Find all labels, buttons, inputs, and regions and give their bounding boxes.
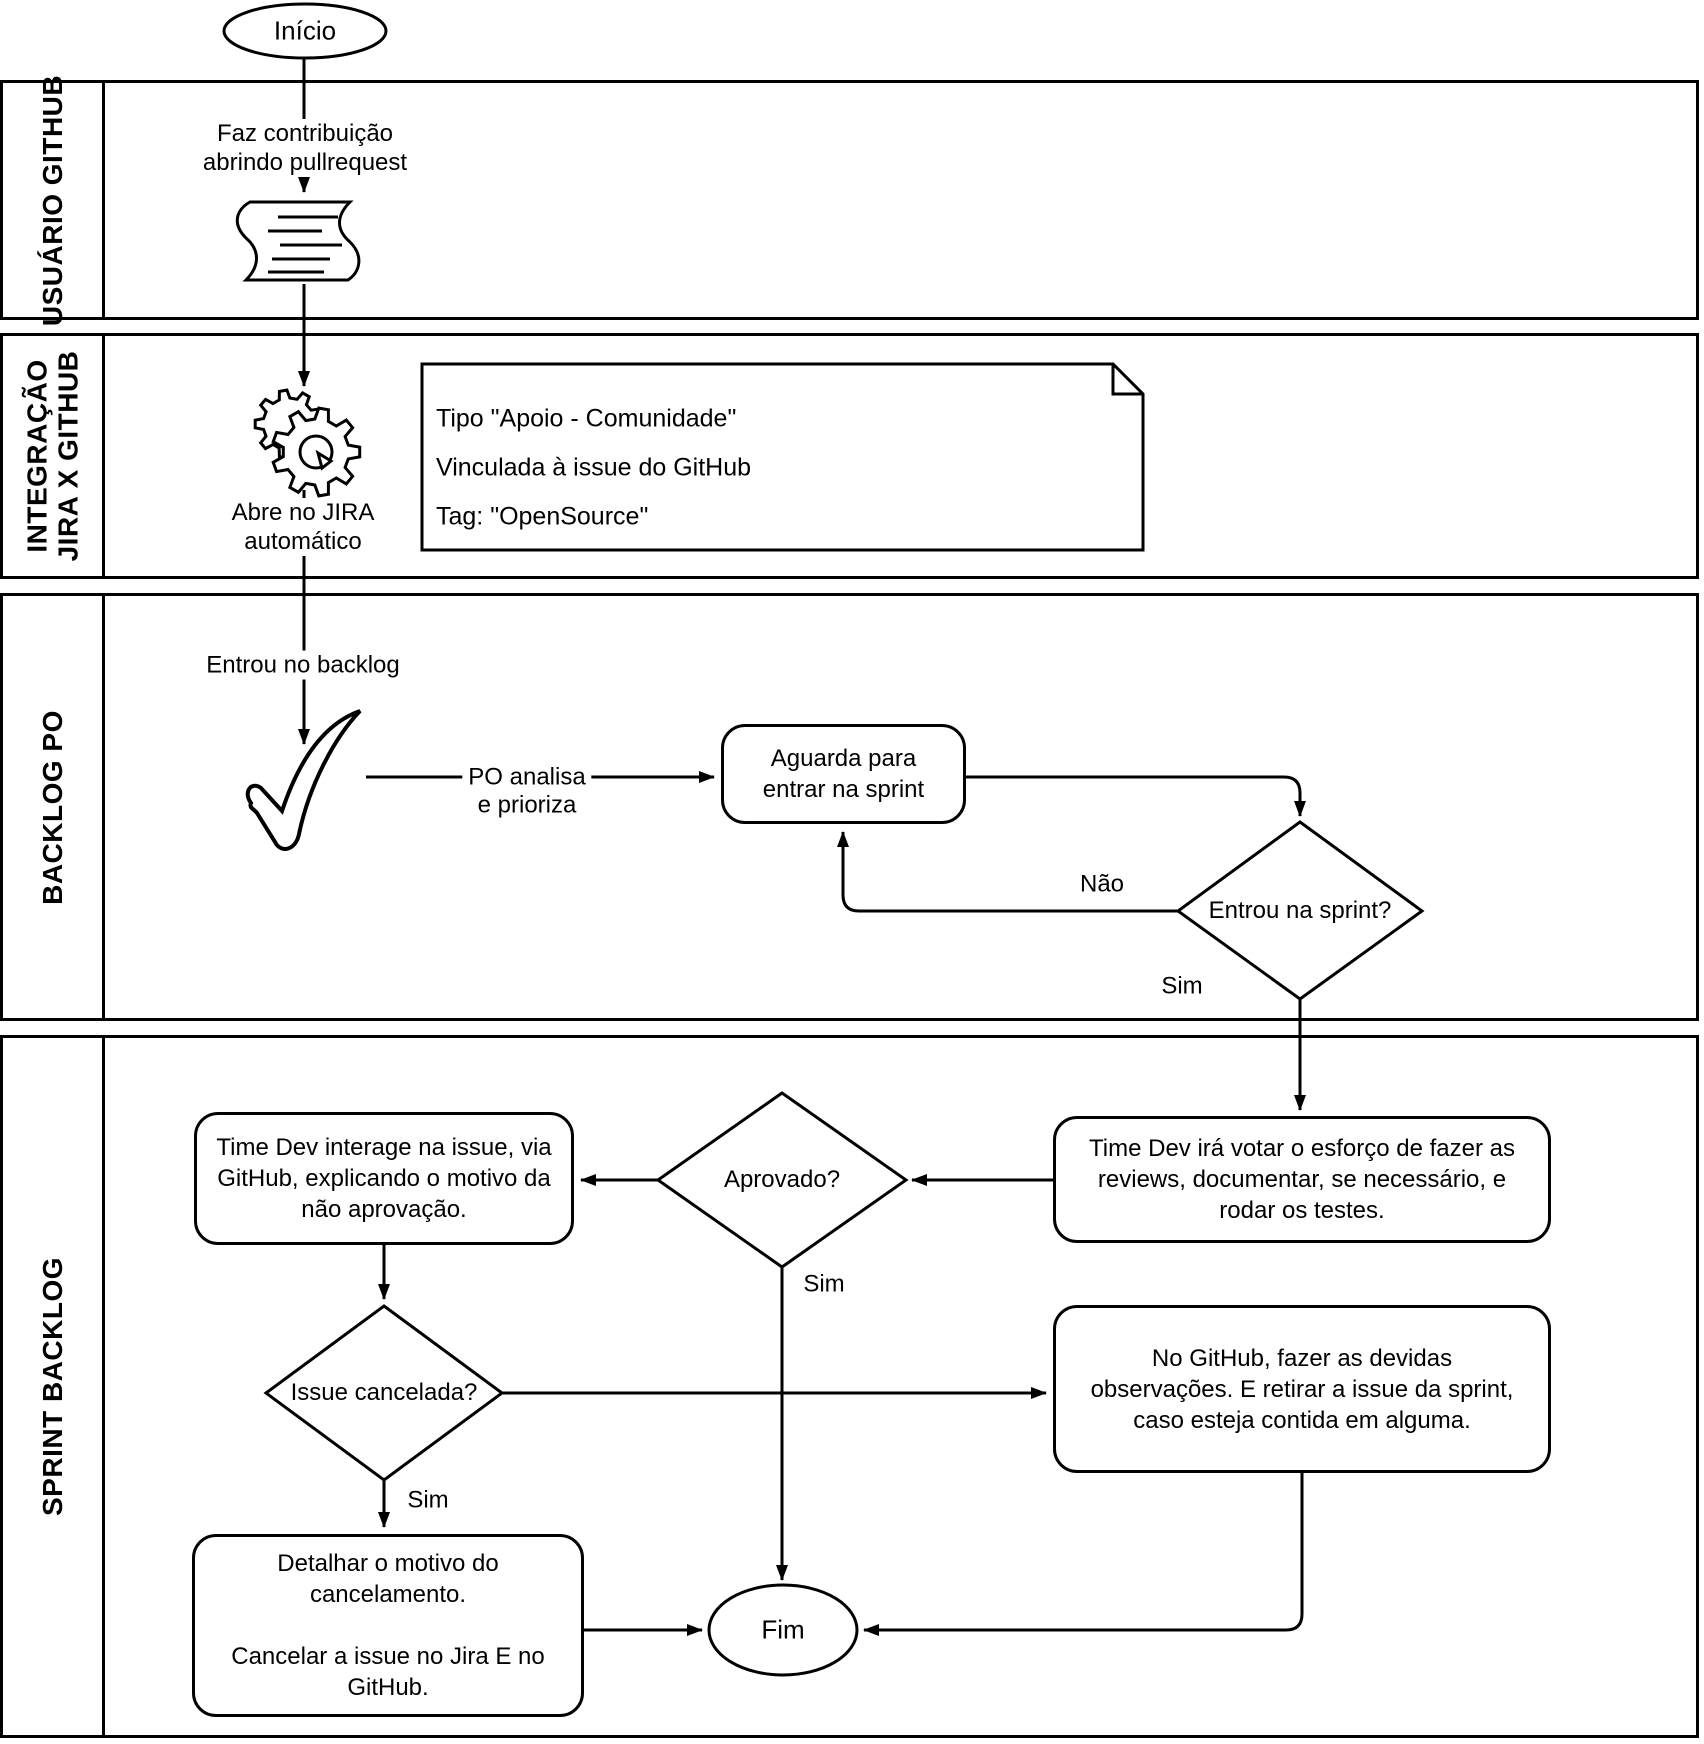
lane-integracao-header [3, 336, 105, 576]
lane-sprint-backlog-title: SPRINT BACKLOG [37, 1257, 68, 1516]
contribution-annotation [197, 119, 413, 177]
contribution-annotation-line2: abrindo pullrequest [202, 149, 408, 176]
vote-effort-box [1053, 1116, 1551, 1243]
po-analyzes-label-line1: PO analisa [462, 763, 591, 792]
interact-issue-box [194, 1112, 574, 1245]
detail-cancel-line2: Cancelar a issue no Jira E no GitHub. [231, 1643, 545, 1701]
wait-sprint-box [721, 724, 966, 824]
end-label: Fim [761, 1614, 805, 1645]
edge-label-no: Não [1074, 870, 1130, 899]
observations-text: No GitHub, fazer as devidas observações. E retirar a issue da sprint, caso esteja contida em alguma. [1090, 1344, 1514, 1434]
lane-usuario-github [0, 74, 1699, 326]
interact-issue-text: Time Dev interage na issue, via GitHub, explicando o motivo da não aprovação. [216, 1134, 552, 1223]
edge-label-sim-sprint: Sim [1161, 972, 1203, 1000]
detail-cancel-box [192, 1534, 584, 1717]
note-line1: Tipo "Apoio - Comunidade" [436, 404, 737, 433]
lane-integracao-title-line2: JIRA X GITHUB [52, 350, 84, 562]
start-label: Início [273, 15, 337, 46]
jira-annotation-line2: automático [244, 528, 362, 555]
decision-entered-sprint-label: Entrou na sprint? [1208, 897, 1392, 924]
wait-sprint-text: Aguarda para entrar na sprint [762, 745, 925, 803]
lane-backlog-po-header [3, 596, 105, 1018]
lane-sprint-backlog-header [3, 1038, 105, 1735]
note-line3: Tag: "OpenSource" [436, 502, 649, 531]
lane-usuario-github-header [3, 74, 105, 326]
edge-label-sim-approved: Sim [803, 1270, 845, 1298]
lane-integracao-title-line1: INTEGRAÇÃO [21, 359, 53, 553]
backlog-entry-annotation: Entrou no backlog [200, 651, 405, 680]
note-line2: Vinculada à issue do GitHub [436, 453, 752, 482]
po-analyzes-label-line2: e prioriza [472, 791, 583, 820]
jira-annotation-line1: Abre no JIRA [231, 499, 375, 526]
decision-approved-label: Aprovado? [723, 1166, 841, 1193]
contribution-annotation-line1: Faz contribuição [216, 120, 394, 147]
jira-annotation [226, 498, 381, 556]
lane-backlog-po-title: BACKLOG PO [37, 709, 68, 905]
detail-cancel-line1: Detalhar o motivo do cancelamento. [277, 1550, 499, 1608]
vote-effort-text: Time Dev irá votar o esforço de fazer as reviews, documentar, se necessário, e rodar os testes. [1089, 1135, 1515, 1224]
lane-integracao-title [22, 351, 84, 562]
decision-issue-cancelled-label: Issue cancelada? [290, 1379, 478, 1406]
lane-usuario-github-title: USUÁRIO GITHUB [37, 74, 69, 326]
edge-label-sim-cancelled: Sim [407, 1486, 449, 1514]
observations-box [1053, 1305, 1551, 1473]
